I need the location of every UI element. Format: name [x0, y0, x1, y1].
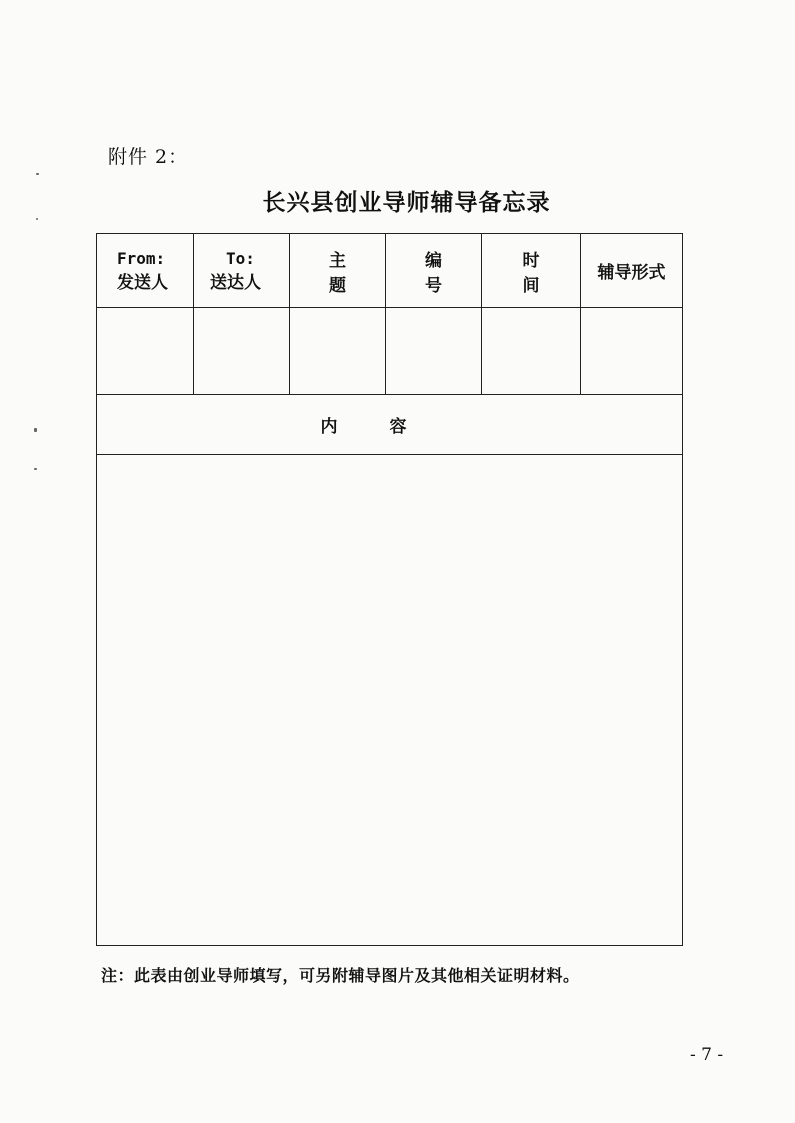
- to-header-cell: [194, 234, 290, 308]
- table-header-row: [97, 234, 683, 308]
- time-header: 时间: [482, 234, 581, 308]
- scan-speck: [36, 218, 38, 220]
- subject-value-cell[interactable]: [290, 308, 386, 395]
- page-number: - 7 -: [690, 1045, 724, 1065]
- time-value-cell[interactable]: [482, 308, 581, 395]
- to-label-en: To:: [226, 248, 255, 268]
- scan-speck: [36, 173, 39, 175]
- memo-table: [96, 233, 683, 946]
- footnote: 注：此表由创业导师填写，可另附辅导图片及其他相关证明材料。: [101, 966, 580, 985]
- number-value-cell[interactable]: [386, 308, 482, 395]
- number-header: 编号: [386, 234, 482, 308]
- from-value-cell[interactable]: [97, 308, 194, 395]
- form-value-cell[interactable]: [581, 308, 683, 395]
- scan-speck: [34, 428, 37, 432]
- to-value-cell[interactable]: [194, 308, 290, 395]
- form-header: 辅导形式: [581, 234, 683, 308]
- attachment-label: 附件 2：: [108, 146, 189, 168]
- entry-row: [97, 308, 683, 395]
- content-body-cell[interactable]: [97, 455, 683, 946]
- from-label-en: From:: [117, 248, 166, 268]
- content-header: 内容: [97, 395, 683, 455]
- recipient-label: 送达人: [210, 272, 261, 293]
- from-header-cell: [97, 234, 194, 308]
- content-body-row: [97, 455, 683, 946]
- content-header-row: [97, 395, 683, 455]
- scan-speck: [34, 468, 37, 470]
- sender-label: 发送人: [117, 272, 168, 293]
- document-title: 长兴县创业导师辅导备忘录: [262, 189, 551, 216]
- subject-header: 主题: [290, 234, 386, 308]
